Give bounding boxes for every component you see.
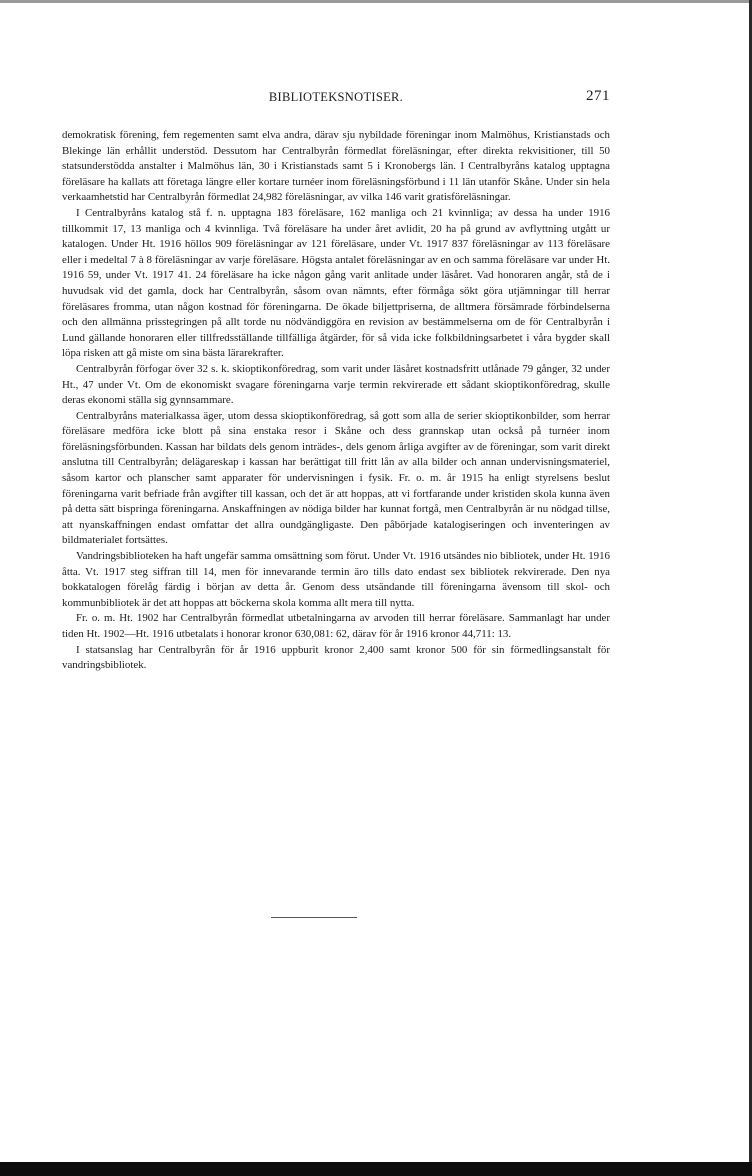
running-title: BIBLIOTEKSNOTISER. [268, 90, 404, 104]
section-end-rule [271, 917, 357, 918]
paragraph-state-grant: I statsanslag har Centralbyrån för år 1916 uppburit kronor 2,400 samt kronor 500 för sin förmedlingsanstalt för vandringsbibliotek. [62, 643, 610, 672]
paragraph-lecturers: I Centralbyråns katalog stå f. n. upptagna 183 föreläsare, 162 manliga och 21 kvinnliga; av dessa ha under 1916 tillkommit 17, 13 manliga och 4 kvinnliga. Två föreläsare ha under året avlidit, 20 ha på grund av avflyttning utgått ur katalogen. Under Ht. 1916 höllos 909 föreläsningar av 121 föreläsare, under Vt. 1917 837 föreläsningar av 113 föreläsare eller i medeltal 7 à 8 föreläsningar av varje föreläsare. Högsta antalet föreläsningar av en och samma föreläsare var under Ht. 1916 59, under Vt. 1917 41. 24 föreläsare ha icke någon gång varit anlitade under läsåret. Vad honoraren angår, stå de i huvudsak vid det gamla, dock har Centralbyrån, såsom ovan nämnts, efter förmåga sökt göra utjämningar till herrar föreläsares fromma, utan någon kostnad för föreningarna. De ökade biljettpriserna, de alltmera försämrade förbindelserna och den allmänna prisstegringen på allt torde nu nödvändiggöra en revision av bestämmelserna om de för Centralbyrån i Lund gällande honoraren eller tillfredsställande tillfälliga åtgärder, för så vida icke folkbildningsarbetet i våra bygder skall löpa risken att gå miste om sina bästa lärarekrafter. [62, 206, 610, 360]
scan-bottom-edge [0, 1162, 752, 1176]
paragraph-material-fund: Centralbyråns materialkassa äger, utom dessa skioptikonföredrag, så gott som alla de serier skioptikonbilder, som herrar föreläsare medföra icke blott på sina enstaka resor i Skåne och dess grannskap utan också på turnéer inom föreläsningsförbunden. Kassan har bildats dels genom inträdes-, dels genom årliga avgifter av de föreningar, som varit direkt anslutna till Centralbyrån; delägareskap i kassan har berättigat till fritt lån av alla bilder och annan undervisningsmateriel, såsom kartor och planscher samt apparater för undervisningen i fysik. Fr. o. m. år 1915 ha enligt styrelsens beslut föreningarna varit befriade från avgifter till kassan, och det är att hoppas, att vi fortfarande under kristiden skola kunna även på detta sätt bispringa föreningarna. Anskaffningen av nödiga bilder har kunnat fortgå, men Centralbyrån är nu nödgad tillse, att nyanskaffningen endast omfattar det allra oundgängligaste. Den påbörjade katalogiseringen och inventeringen av bildmaterialet fortsättes. [62, 409, 610, 547]
scan-top-edge [0, 0, 752, 3]
paragraph-fees: Fr. o. m. Ht. 1902 har Centralbyrån förmedlat utbetalningarna av arvoden till herrar föreläsare. Sammanlagt har under tiden Ht. 1902—Ht. 1916 utbetalats i honorar kronor 630,081: 62, därav för år 1916 kronor 44,711: 13. [62, 612, 610, 640]
paragraph-slide-lectures: Centralbyrån förfogar över 32 s. k. skioptikonföredrag, som varit under läsåret kostnadsfritt utlånade 79 gånger, 32 under Ht., 47 under Vt. Om de ekonomiskt svagare föreningarna varje termin rekvirerade ett sådant skioptikonföredrag, skulle deras ekonomi ställa sig gynnsammare. [62, 362, 610, 407]
body-text [62, 128, 610, 674]
running-head [62, 88, 610, 108]
page-number: 271 [586, 88, 610, 104]
paragraph-travelling-libraries: Vandringsbiblioteken ha haft ungefär samma omsättning som förut. Under Vt. 1916 utsändes nio bibliotek, under Ht. 1916 åtta. Vt. 1917 steg siffran till 14, men för innevarande termin äro tills dato endast sex bibliotek rekvirerade. Den nya bokkatalogen förelåg färdig i början av detta år. Genom dess utsändande till föreningarna ävensom till skol- och kommunbibliotek är det att hoppas att böckerna skola komma allt mera till nytta. [62, 550, 610, 609]
paragraph-continuation: demokratisk förening, fem regementen samt elva andra, därav sju nybildade föreningar inom Malmöhus, Kristianstads och Blekinge län erhållit understöd. Dessutom har Centralbyrån förmedlat föreläsningar, efter direkta rekvisitioner, till 50 statsunderstödda anstalter i Malmöhus län, 30 i Kristianstads samt 5 i Kronobergs län. I Centralbyråns katalog upptagna föreläsare ha kallats att företaga längre eller kortare turnéer inom föreläsningsförbund i 11 län utanför Skåne. Under sin hela verkaamhetstid har Centralbyrån förmedlat 24,982 föreläsningar, av vilka 146 varit gratisföreläsningar. [62, 129, 610, 204]
